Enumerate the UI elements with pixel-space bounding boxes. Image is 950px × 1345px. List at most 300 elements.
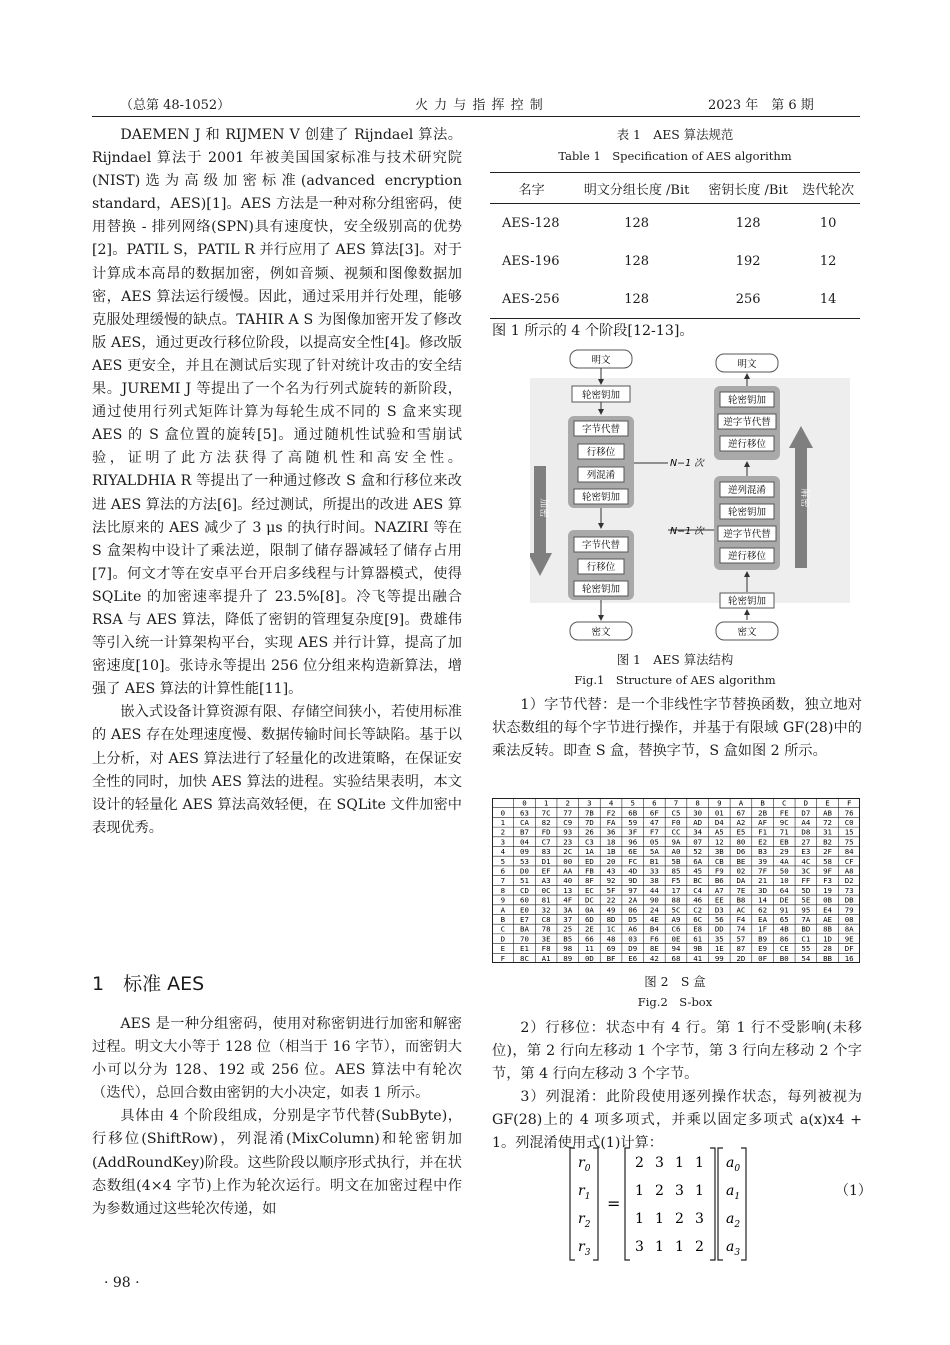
sbox-cell: 83 <box>541 847 551 857</box>
table-cell: 14 <box>796 280 860 319</box>
sbox-cell: 19 <box>823 885 832 895</box>
sbox-cell: 5C <box>671 905 681 915</box>
shift-rows-label: 行移位 <box>586 562 616 573</box>
sbox-cell: A9 <box>671 915 681 925</box>
table-row <box>490 242 860 280</box>
sbox-cell: A3 <box>541 876 551 886</box>
paragraph-fig-ref: 图 1 所示的 4 个阶段[12-13]。 <box>492 323 694 339</box>
sbox-cell: ED <box>584 856 594 866</box>
sbox-cell: 6C <box>693 915 703 925</box>
sbox-cell: DD <box>714 924 724 934</box>
sbox-cell: 6D <box>584 915 594 925</box>
sbox-cell: 78 <box>541 924 551 934</box>
sbox-cell: AA <box>563 866 573 876</box>
sbox-row-header: 4 <box>500 847 506 857</box>
sbox-col-header: A <box>738 798 744 808</box>
sbox-cell: 90 <box>649 895 659 905</box>
matrix-entry: 2 <box>655 1183 664 1199</box>
sbox-cell: 7C <box>541 808 551 818</box>
left-column <box>92 124 462 840</box>
sbox-row-header: E <box>500 944 506 954</box>
sbox-cell: 21 <box>758 876 768 886</box>
sbox-row-header: 9 <box>500 895 506 905</box>
sbox-cell: FA <box>606 817 616 827</box>
sbox-cell: 5E <box>801 895 811 905</box>
paragraph-shiftrows: 2）行移位：状态中有 4 行。第 1 行不受影响(未移位)，第 2 行向左移动 1 个字节，第 3 行向左移动 2 个字节，第 4 行向左移动 3 个字节。 <box>492 1020 862 1083</box>
sbox-cell: 6B <box>628 808 638 818</box>
sbox-cell: EA <box>758 915 768 925</box>
table-cell: 128 <box>735 215 761 231</box>
aes-structure-diagram <box>530 348 850 646</box>
sbox-cell: 06 <box>628 905 638 915</box>
header-right: 2023 年 第 6 期 <box>708 98 814 113</box>
sbox-cell: FD <box>541 827 551 837</box>
sbox-cell: 8E <box>649 944 659 954</box>
sbox-cell: 95 <box>801 905 811 915</box>
sbox-cell: CE <box>779 944 789 954</box>
sbox-cell: 97 <box>628 885 638 895</box>
matrix-entry: 1 <box>635 1183 644 1199</box>
sbox-cell: 67 <box>736 808 746 818</box>
ciphertext-label: 密文 <box>737 627 757 638</box>
matrix-entry: 1 <box>635 1211 644 1227</box>
add-round-key-label: 轮密钥加 <box>727 507 767 518</box>
sbox-cell: 24 <box>649 905 659 915</box>
sbox-cell: 89 <box>563 953 573 963</box>
sbox-cell: 00 <box>563 856 573 866</box>
sbox-cell: A2 <box>736 817 746 827</box>
sbox-cell: B0 <box>779 953 789 963</box>
sbox-cell: 73 <box>844 885 854 895</box>
sbox-cell: CA <box>520 817 529 827</box>
header-rule <box>92 116 860 117</box>
inv-sub-bytes-label: 逆字节代替 <box>723 529 771 540</box>
sbox-cell: 91 <box>779 905 789 915</box>
sbox-cell: B5 <box>563 934 573 944</box>
sbox-cell: F0 <box>671 817 681 827</box>
sbox-cell: 1F <box>758 924 768 934</box>
sbox-cell: CC <box>671 827 681 837</box>
sbox-cell: 69 <box>606 944 616 954</box>
table-cell: AES-128 <box>502 215 560 231</box>
sbox-row-header: 2 <box>500 827 506 837</box>
sbox-cell: B9 <box>758 934 768 944</box>
sub-bytes-label: 字节代替 <box>581 424 621 435</box>
fig2-caption: 图 2 S 盒 <box>644 974 706 989</box>
sbox-cell: B1 <box>649 856 659 866</box>
sbox-cell: 9F <box>823 866 832 876</box>
sbox-cell: 12 <box>714 837 724 847</box>
sbox-cell: 45 <box>693 866 703 876</box>
plaintext-label: 明文 <box>591 355 611 366</box>
sbox-row-header: B <box>500 915 506 925</box>
sbox-cell: 8B <box>823 924 832 934</box>
table-cell: 128 <box>624 253 650 269</box>
table-cell: 10 <box>819 215 837 231</box>
sbox-cell: BE <box>736 856 746 866</box>
sbox-cell: E1 <box>520 944 529 954</box>
sbox-col-header: 2 <box>565 798 570 808</box>
sbox-cell: 01 <box>714 808 724 818</box>
sbox-cell: D6 <box>736 847 746 857</box>
sbox-cell: 82 <box>541 817 551 827</box>
sbox-cell: A5 <box>714 827 724 837</box>
matrix-entry: 2 <box>675 1211 684 1227</box>
sbox-cell: 2F <box>823 847 832 857</box>
equation-1 <box>565 1138 865 1263</box>
sbox-cell: 0E <box>671 934 681 944</box>
mix-columns-label: 列混淆 <box>586 470 616 481</box>
table1-title-en: Table 1 Specification of AES algorithm <box>558 149 792 163</box>
sbox-row-header: 0 <box>500 808 506 818</box>
sbox-cell: F6 <box>649 934 659 944</box>
sbox-cell: 04 <box>520 837 529 847</box>
sbox-cell: 28 <box>823 944 832 954</box>
sbox-cell: E8 <box>693 924 703 934</box>
sbox-cell: 3D <box>758 885 768 895</box>
sbox-cell: 15 <box>844 827 854 837</box>
sbox-cell: 30 <box>693 808 703 818</box>
sbox-cell: D2 <box>844 876 854 886</box>
journal-title: 火 力 与 指 挥 控 制 <box>415 98 544 113</box>
sbox-cell: DC <box>584 895 594 905</box>
sbox-row-header: A <box>500 905 506 915</box>
sbox-cell: FB <box>584 866 594 876</box>
fig2-caption-en: Fig.2 S-box <box>637 995 713 1009</box>
sbox-cell: 77 <box>563 808 573 818</box>
table-1 <box>490 172 860 319</box>
sbox-cell: AE <box>823 915 832 925</box>
table1-title: 表 1 AES 算法规范 <box>616 127 734 142</box>
paragraph-subbytes: 1）字节代替：是一个非线性字节替换函数，独立地对状态数组的每个字节进行操作，并基于有限域 GF(28)中的乘法反转。即查 S 盒，替换字节，S 盒如图 2 所示。 <box>492 697 862 760</box>
add-round-key-label: 轮密钥加 <box>581 584 621 595</box>
sbox-cell: 5A <box>649 847 659 857</box>
sbox-cell: DA <box>736 876 746 886</box>
sbox-cell: 56 <box>714 915 724 925</box>
sbox-cell: 8A <box>844 924 854 934</box>
sbox-cell: 94 <box>671 944 681 954</box>
sbox-cell: 81 <box>541 895 551 905</box>
plaintext-label: 明文 <box>737 359 757 370</box>
sbox-cell: 84 <box>844 847 854 857</box>
r-vector-entry: $r_1$ <box>578 1183 591 1202</box>
sbox-cell: 1B <box>606 847 616 857</box>
sbox-cell: 39 <box>758 856 768 866</box>
sbox-row-header: C <box>500 924 506 934</box>
r-vector-entry: $r_0$ <box>578 1155 591 1174</box>
sbox-cell: 9A <box>671 837 681 847</box>
sbox-cell: 0A <box>584 905 594 915</box>
a-vector-entry: $a_0$ <box>726 1155 741 1174</box>
sbox-cell: 3C <box>801 866 811 876</box>
sbox-cell: 53 <box>520 856 529 866</box>
sbox-cell: F1 <box>758 827 768 837</box>
table-row <box>490 204 860 243</box>
sbox-cell: F3 <box>823 876 832 886</box>
sbox-cell: B4 <box>649 924 659 934</box>
sbox-cell: 7B <box>584 808 594 818</box>
sbox-cell: A6 <box>628 924 638 934</box>
fig1-caption: 图 1 AES 算法结构 <box>616 652 734 667</box>
sbox-col-header: 8 <box>695 798 700 808</box>
sbox-cell: C9 <box>563 817 573 827</box>
header-left: （总第 48-1052） <box>120 98 231 113</box>
sbox-cell: 33 <box>649 866 659 876</box>
sbox-cell: 0D <box>584 953 594 963</box>
fig1-caption-en: Fig.1 Structure of AES algorithm <box>574 673 776 687</box>
rounds-label: N−1 次 <box>670 458 704 469</box>
table-cell: 128 <box>573 280 700 319</box>
sbox-cell: B6 <box>714 876 724 886</box>
inv-mix-columns-label: 逆列混淆 <box>727 485 767 496</box>
sbox-cell: CB <box>714 856 724 866</box>
table-cell: 128 <box>624 215 650 231</box>
sbox-cell: 17 <box>671 885 681 895</box>
add-round-key-label: 轮密钥加 <box>727 395 767 406</box>
sbox-cell: A1 <box>541 953 551 963</box>
sbox-cell: 9C <box>779 817 789 827</box>
sbox-cell: E9 <box>758 944 768 954</box>
sbox-cell: 36 <box>606 827 616 837</box>
sbox-cell: 14 <box>758 895 768 905</box>
table-header-row <box>490 173 860 204</box>
table-row <box>490 280 860 319</box>
sbox-col-header: C <box>782 798 787 808</box>
sbox-cell: D1 <box>541 856 551 866</box>
sbox-cell: 5B <box>671 856 681 866</box>
sbox-cell: 0C <box>541 885 551 895</box>
sbox-cell: 59 <box>628 817 638 827</box>
sbox-col-header: 7 <box>673 798 679 808</box>
sbox-col-header: 9 <box>717 798 722 808</box>
decrypt-arrow <box>795 448 807 568</box>
r-vector-entry: $r_3$ <box>578 1239 591 1258</box>
sbox-cell: 6F <box>649 808 659 818</box>
sbox-cell: D0 <box>520 866 529 876</box>
sbox-cell: DF <box>844 944 854 954</box>
sbox-cell: 25 <box>563 924 573 934</box>
sbox-cell: D5 <box>628 915 638 925</box>
sbox-col-header: 0 <box>522 798 527 808</box>
sbox-cell: 2A <box>628 895 638 905</box>
sbox-cell: 26 <box>584 827 594 837</box>
matrix-entry: 3 <box>635 1239 644 1255</box>
sbox-cell: 7E <box>736 885 746 895</box>
sbox-cell: 85 <box>671 866 681 876</box>
inv-shift-rows-label: 逆行移位 <box>727 439 767 450</box>
sbox-cell: 9D <box>628 876 638 886</box>
sbox-cell: B8 <box>736 895 746 905</box>
sbox-cell: 2B <box>758 808 768 818</box>
sbox-cell: C7 <box>541 837 551 847</box>
paragraph-mixcolumns: 3）列混淆：此阶段使用逐列操作状态，每列被视为 GF(28)上的 4 项多项式，并乘以固定多项式 a(x)x4 + 1。列混淆使用式(1)计算： <box>492 1089 862 1152</box>
sbox-cell: CD <box>520 885 529 895</box>
sbox-cell: F2 <box>606 808 616 818</box>
paragraph-4: 具体由 4 个阶段组成，分别是字节代替(SubByte)，行移位(ShiftRow)，列混淆(MixColumn)和轮密钥加(AddRoundKey)阶段。这些阶段以顺序形式执行，并在状态数组(4×4 字节)上作为轮次运行。明文在加密过程中作为参数通过这些轮次传递，如 <box>92 1108 462 1217</box>
table-header: 明文分组长度 /Bit <box>573 173 700 204</box>
sbox-cell: 08 <box>844 915 854 925</box>
sbox-cell: 64 <box>779 885 789 895</box>
sbox-cell: 35 <box>714 934 724 944</box>
sbox-col-header: 1 <box>543 798 549 808</box>
ciphertext-label: 密文 <box>591 627 611 638</box>
sbox-cell: F5 <box>671 876 681 886</box>
sbox-cell: E3 <box>801 847 811 857</box>
sbox-cell: 7A <box>801 915 811 925</box>
sbox-row-header: 7 <box>500 876 506 886</box>
sbox-cell: BD <box>801 924 811 934</box>
sbox-cell: 99 <box>714 953 724 963</box>
paragraph-2: 嵌入式设备计算资源有限、存储空间狭小，若使用标准的 AES 存在处理速度慢、数据传输时间长等缺陷。基于以上分析，对 AES 算法进行了轻量化的改进策略，在保证安全性的同时，加快 AES 算法的进程。实验结果表明，本文设计的轻量化 AES 算法高效轻便，在 SQLite 文件加密中表现优秀。 <box>92 704 462 836</box>
sbox-cell: D8 <box>801 827 811 837</box>
sbox-cell: 42 <box>649 953 659 963</box>
sbox-cell: BB <box>823 953 832 963</box>
sbox-cell: 80 <box>736 837 746 847</box>
sbox-cell: 13 <box>563 885 573 895</box>
sbox-cell: 44 <box>649 885 659 895</box>
sbox-col-header: 5 <box>630 798 635 808</box>
matrix-entry: 1 <box>655 1211 664 1227</box>
sbox-cell: 9B <box>693 944 703 954</box>
matrix-entry: 2 <box>635 1155 644 1171</box>
sbox-cell: 22 <box>606 895 616 905</box>
sbox-cell: A8 <box>844 866 854 876</box>
sbox-cell: 3A <box>563 905 573 915</box>
sbox-cell: 41 <box>693 953 703 963</box>
sbox-cell: A4 <box>801 817 811 827</box>
sbox-cell: 27 <box>801 837 811 847</box>
a-vector-entry: $a_1$ <box>726 1183 741 1202</box>
matrix-entry: 1 <box>675 1239 684 1255</box>
sbox-cell: C1 <box>801 934 811 944</box>
sbox-cell: 0B <box>823 895 832 905</box>
sbox-cell: 4D <box>628 866 638 876</box>
matrix-entry: 2 <box>695 1239 704 1255</box>
add-round-key-label: 轮密钥加 <box>581 390 621 401</box>
sbox-cell: 02 <box>736 866 746 876</box>
sbox-cell: 66 <box>584 934 594 944</box>
paragraph-3: AES 是一种分组密码，使用对称密钥进行加密和解密过程。明文大小等于 128 位（相当于 16 字节），而密钥大小可以分为 128、192 或 256 位。AES 算法中有轮次（迭代），总回合数由密钥的大小决定，如表 1 所示。 <box>92 1016 462 1102</box>
sbox-col-header: B <box>760 798 765 808</box>
sbox-cell: 61 <box>693 934 703 944</box>
left-column-lower <box>92 1013 462 1221</box>
sbox-cell: B2 <box>823 837 832 847</box>
sbox-cell: BC <box>693 876 703 886</box>
sbox-cell: C6 <box>671 924 681 934</box>
sbox-cell: C8 <box>541 915 551 925</box>
right-text-1 <box>492 694 862 763</box>
matrix-entry: 3 <box>675 1183 684 1199</box>
sbox-cell: 54 <box>801 953 811 963</box>
matrix-entry: 3 <box>655 1155 664 1171</box>
sbox-cell: 38 <box>649 876 659 886</box>
sbox-cell: 6A <box>693 856 703 866</box>
sbox-cell: 31 <box>823 827 832 837</box>
sbox-cell: EF <box>541 866 551 876</box>
sbox-cell: 40 <box>563 876 573 886</box>
sbox-cell: 05 <box>649 837 659 847</box>
sbox-cell: BA <box>520 924 529 934</box>
sbox-cell: 8F <box>584 876 594 886</box>
sbox-cell: 34 <box>693 827 703 837</box>
sbox-row-header: F <box>500 953 506 963</box>
sbox-cell: 8C <box>520 953 529 963</box>
sbox-cell: 07 <box>693 837 703 847</box>
sbox-cell: 1C <box>606 924 616 934</box>
sbox-cell: 20 <box>606 856 616 866</box>
sbox-cell: C4 <box>693 885 703 895</box>
sbox-cell: 4B <box>779 924 789 934</box>
sbox-row-header: 6 <box>500 866 506 876</box>
sbox-cell: B3 <box>758 847 768 857</box>
sbox-cell: E0 <box>520 905 529 915</box>
sbox-cell: F7 <box>649 827 659 837</box>
sbox-cell: 1E <box>714 944 724 954</box>
sbox-cell: 46 <box>693 895 703 905</box>
encrypt-label: 加密 <box>538 498 549 518</box>
sbox-cell: 4A <box>779 856 789 866</box>
sbox-cell: 55 <box>801 944 811 954</box>
sub-bytes-label: 字节代替 <box>581 540 621 551</box>
sbox-cell: C5 <box>671 808 681 818</box>
sbox-cell: 7F <box>758 866 768 876</box>
sbox-cell: CF <box>844 856 854 866</box>
sbox-cell: EC <box>584 885 594 895</box>
table-header: 名字 <box>490 173 573 204</box>
table-cell: AES-196 <box>502 253 560 269</box>
sbox-cell: 70 <box>520 934 529 944</box>
sbox-cell: 87 <box>736 944 746 954</box>
sbox-cell: 2D <box>736 953 746 963</box>
sbox-cell: 52 <box>693 847 703 857</box>
sbox-cell: C2 <box>693 905 703 915</box>
sbox-cell: AF <box>758 817 768 827</box>
sbox-cell: BF <box>606 953 616 963</box>
sbox-cell: 76 <box>844 808 854 818</box>
sbox-cell: 37 <box>563 915 573 925</box>
sbox-cell: FC <box>628 856 638 866</box>
sbox-cell: 68 <box>671 953 681 963</box>
sbox-cell: 71 <box>779 827 789 837</box>
sbox-cell: 1A <box>584 847 594 857</box>
sbox-cell: 88 <box>671 895 681 905</box>
sbox-cell: AB <box>823 808 832 818</box>
right-text-2 <box>492 1017 862 1156</box>
sbox-cell: 72 <box>823 817 832 827</box>
matrix-entry: 1 <box>695 1155 704 1171</box>
sbox-row-header: 8 <box>500 885 506 895</box>
sbox-col-header: 4 <box>608 798 614 808</box>
sbox-cell: A0 <box>671 847 681 857</box>
after-table-text <box>492 320 862 343</box>
sbox-cell: 3F <box>628 827 638 837</box>
sbox-cell: E7 <box>520 915 529 925</box>
page-number: · 98 · <box>104 1275 140 1291</box>
sbox-cell: 8D <box>606 915 616 925</box>
sbox-cell: 65 <box>779 915 789 925</box>
sbox-cell: 79 <box>844 905 854 915</box>
sbox-cell: E6 <box>628 953 638 963</box>
sbox-col-header: 3 <box>587 798 592 808</box>
sbox-cell: 98 <box>563 944 573 954</box>
add-round-key-label: 轮密钥加 <box>727 596 767 607</box>
sbox-cell: F9 <box>714 866 724 876</box>
sbox-cell: 51 <box>520 876 529 886</box>
sbox-cell: 10 <box>779 876 789 886</box>
sbox-cell: FF <box>801 876 811 886</box>
sbox-cell: D9 <box>628 944 638 954</box>
sbox-cell: AC <box>736 905 746 915</box>
